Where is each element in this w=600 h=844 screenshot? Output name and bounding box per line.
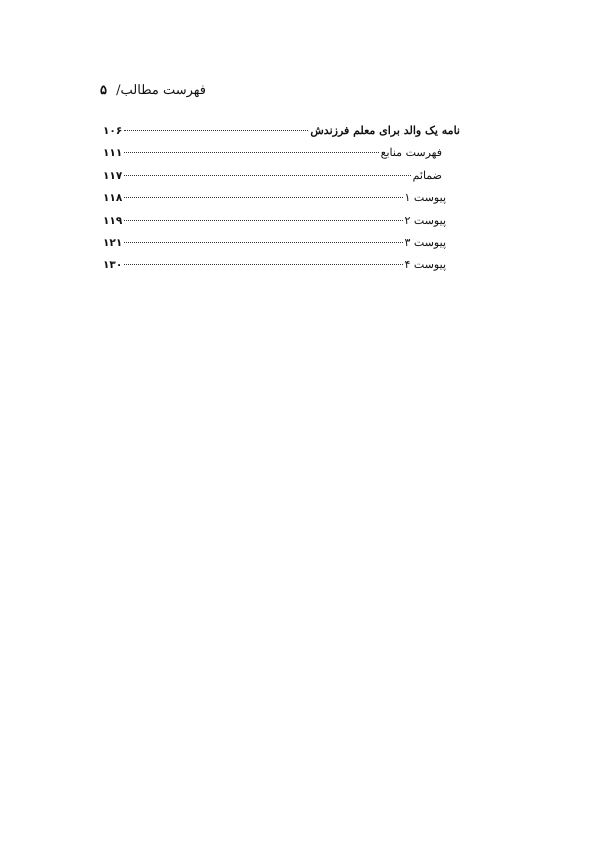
toc-entry-label: پیوست ۱	[404, 191, 446, 205]
toc-entry-label: ضمائم	[412, 168, 442, 182]
toc-leader-dots	[124, 175, 410, 176]
toc-entry-page: ۱۱۹	[103, 214, 123, 227]
toc-entry-label: پیوست ۴	[404, 258, 446, 272]
toc-leader-dots	[124, 197, 402, 198]
toc-leader-dots	[124, 152, 378, 153]
toc-entry	[103, 236, 460, 258]
toc-entry	[103, 146, 460, 168]
toc-entry-page: ۱۲۱	[103, 236, 123, 249]
toc-leader-dots	[124, 264, 402, 265]
toc-entry	[103, 124, 460, 146]
toc-entry-page: ۱۱۷	[103, 169, 123, 182]
toc-leader-dots	[124, 130, 308, 131]
toc-leader-dots	[124, 220, 402, 221]
header-page-number: ۵	[100, 82, 107, 98]
toc-leader-dots	[124, 242, 402, 243]
toc-entry-label: پیوست ۲	[404, 213, 446, 227]
toc-entry	[103, 169, 460, 191]
toc-entry	[103, 258, 460, 280]
header-title: فهرست مطالب/	[116, 82, 206, 98]
toc-entry-page: ۱۱۸	[103, 192, 123, 205]
toc-entry-page: ۱۳۰	[103, 259, 123, 272]
toc-entry-label: نامه یک والد برای معلم فرزندش	[310, 124, 460, 137]
page-header	[100, 80, 206, 100]
toc-entry-page: ۱۰۶	[103, 125, 123, 137]
toc-entry-label: فهرست منابع	[380, 146, 442, 160]
toc-entry	[103, 214, 460, 236]
toc-entry-label: پیوست ۳	[404, 235, 446, 249]
toc-entry	[103, 191, 460, 213]
toc-entry-page: ۱۱۱	[103, 147, 123, 160]
table-of-contents	[103, 124, 460, 281]
